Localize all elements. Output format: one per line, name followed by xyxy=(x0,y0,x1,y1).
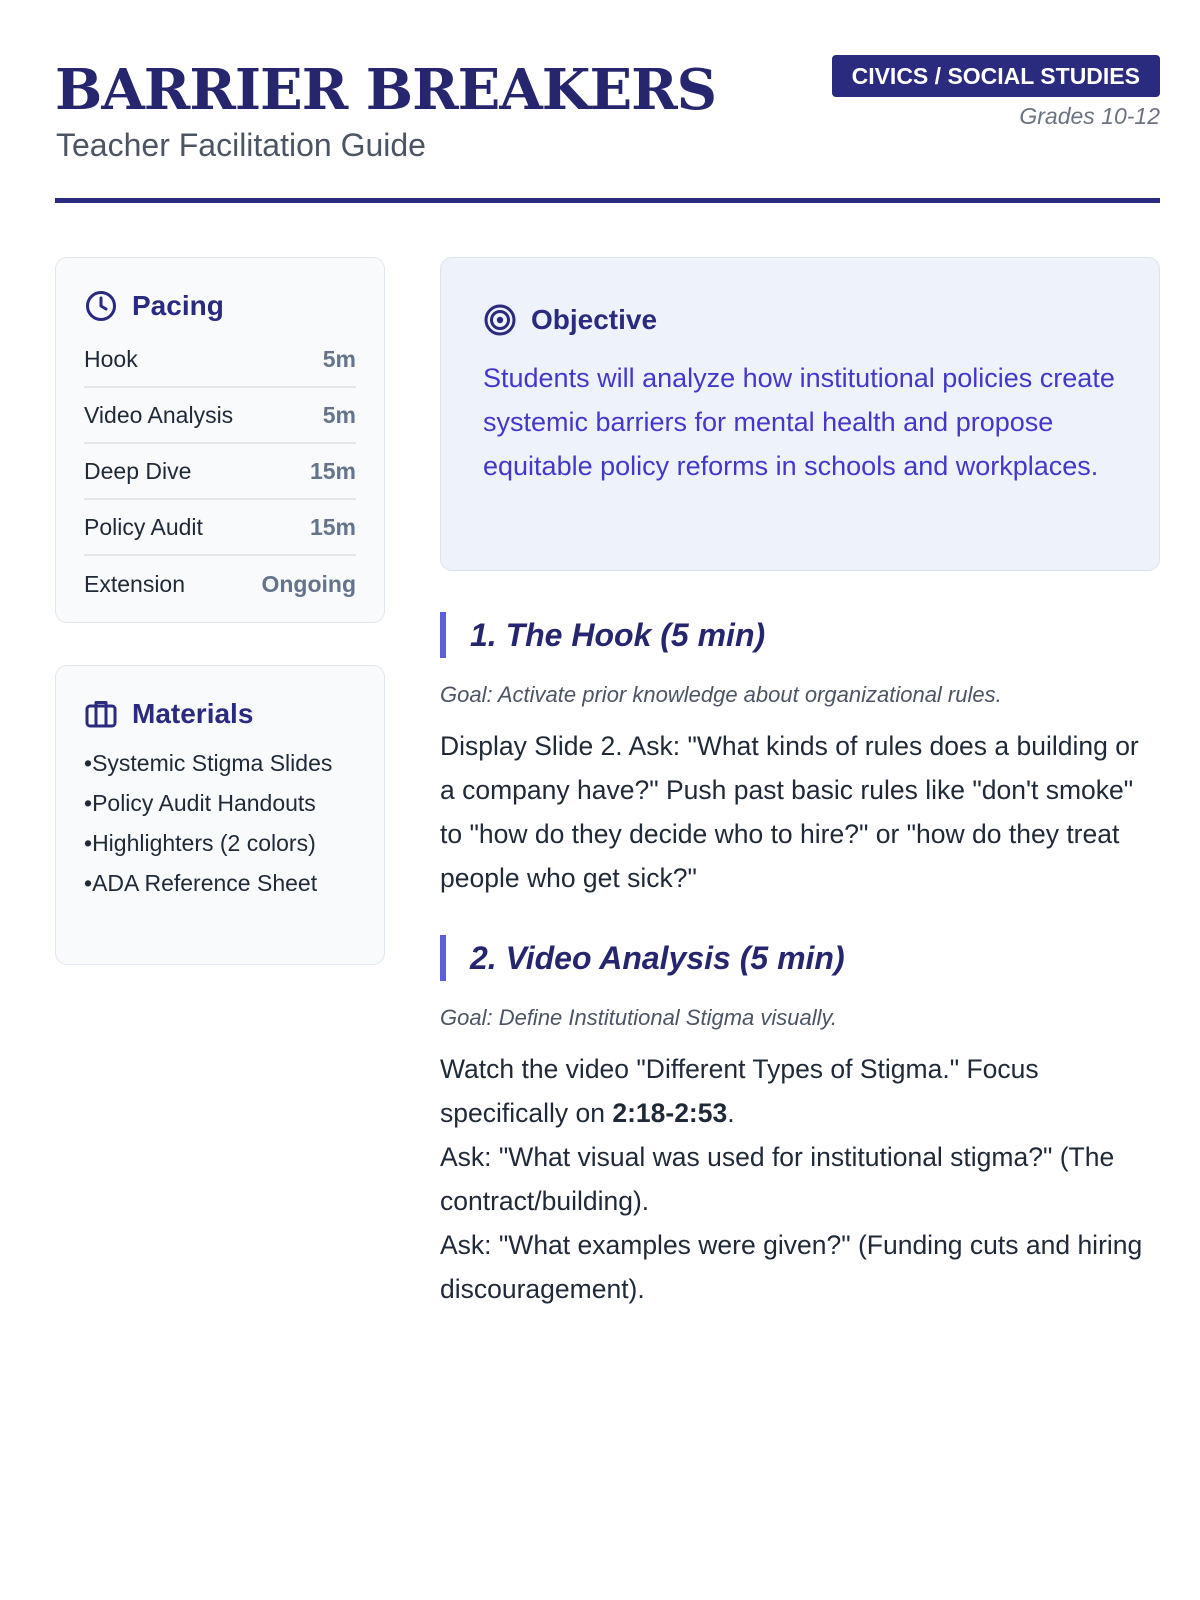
grade-level: Grades 10-12 xyxy=(1019,103,1160,129)
pacing-header xyxy=(84,288,224,324)
subject-badge: CIVICS / SOCIAL STUDIES xyxy=(832,55,1160,97)
pacing-duration: 5m xyxy=(322,345,356,372)
section-title: 2. Video Analysis (5 min) xyxy=(470,939,845,976)
pacing-row xyxy=(84,332,356,388)
pacing-row xyxy=(84,388,356,444)
pacing-activity: Extension xyxy=(84,570,186,597)
materials-list xyxy=(84,746,356,906)
video-instruction-end: . xyxy=(727,1098,735,1128)
video-instruction: Watch the video "Different Types of Stigma." Focus specifically on xyxy=(440,1054,1039,1128)
video-timestamp: 2:18-2:53 xyxy=(612,1098,728,1128)
briefcase-icon xyxy=(84,697,118,731)
section-hook xyxy=(440,612,1160,900)
section-goal: Goal: Define Institutional Stigma visually. xyxy=(440,1005,837,1030)
objective-text: Students will analyze how institutional policies create systemic barriers for mental health and propose equitable policy reforms in schools and workplaces. xyxy=(483,363,1115,481)
pacing-duration: Ongoing xyxy=(261,570,356,597)
materials-heading: Materials xyxy=(132,698,254,729)
pacing-list xyxy=(84,332,356,612)
materials-item: • ADA Reference Sheet xyxy=(84,866,356,900)
pacing-row xyxy=(84,556,356,612)
section-heading xyxy=(440,612,1160,658)
pacing-row xyxy=(84,444,356,500)
page-subtitle: Teacher Facilitation Guide xyxy=(56,127,426,163)
section-body: Display Slide 2. Ask: "What kinds of rules does a building or a company have?" Push past basic rules like "don't smoke" to "how do they decide who to hire?" or "how do they treat people who get sick?" xyxy=(440,731,1139,893)
pacing-activity: Hook xyxy=(84,345,138,372)
clock-icon xyxy=(84,289,118,323)
pacing-heading: Pacing xyxy=(132,290,224,321)
section-heading xyxy=(440,935,1160,981)
pacing-duration: 5m xyxy=(322,401,356,428)
objective-card xyxy=(440,257,1160,571)
section-goal: Goal: Activate prior knowledge about organizational rules. xyxy=(440,682,1002,707)
pacing-activity: Policy Audit xyxy=(84,513,203,540)
materials-header xyxy=(84,696,253,732)
pacing-row xyxy=(84,500,356,556)
page-title: BARRIER BREAKERS xyxy=(55,57,717,123)
page-header xyxy=(55,55,1160,203)
discussion-question: Ask: "What visual was used for institutional stigma?" (The contract/building). xyxy=(440,1142,1115,1216)
target-icon xyxy=(483,303,517,337)
pacing-duration: 15m xyxy=(309,457,356,484)
objective-heading: Objective xyxy=(531,304,658,335)
objective-header xyxy=(483,302,657,338)
section-body xyxy=(440,1047,1160,1311)
materials-card xyxy=(55,665,385,965)
pacing-duration: 15m xyxy=(309,513,356,540)
pacing-card xyxy=(55,257,385,623)
section-video-analysis xyxy=(440,935,1160,1311)
section-title: 1. The Hook (5 min) xyxy=(470,616,766,653)
materials-item: • Policy Audit Handouts xyxy=(84,786,356,820)
materials-item: • Systemic Stigma Slides xyxy=(84,746,356,780)
pacing-activity: Deep Dive xyxy=(84,457,192,484)
materials-item: • Highlighters (2 colors) xyxy=(84,826,356,860)
pacing-activity: Video Analysis xyxy=(84,401,234,428)
discussion-question: Ask: "What examples were given?" (Funding cuts and hiring discouragement). xyxy=(440,1230,1143,1304)
